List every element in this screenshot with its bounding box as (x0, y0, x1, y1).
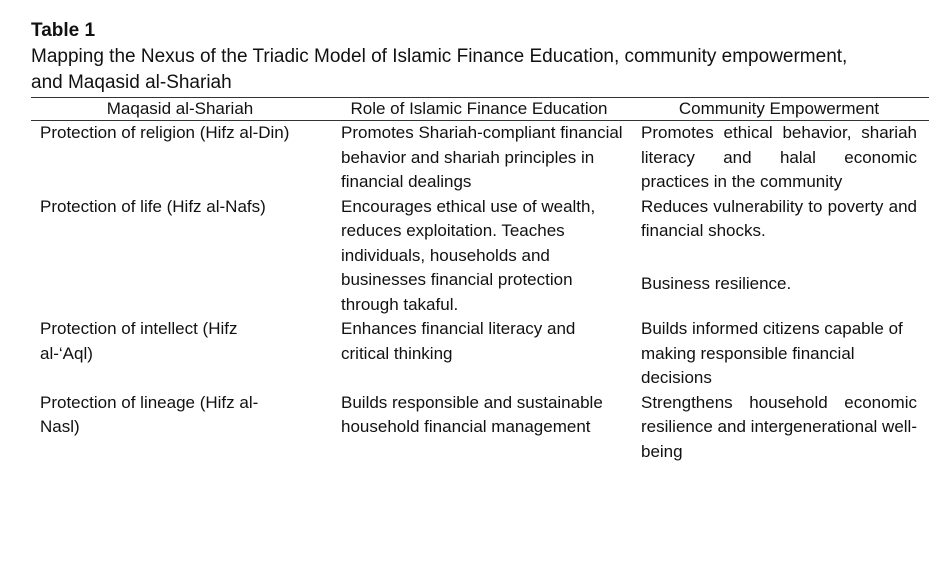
cell-text: Protection of intellect (Hifz al-‘Aql) (40, 319, 238, 363)
cell-text: Strengthens household economic resilience and intergenerational well-being (641, 392, 917, 461)
table-row (31, 317, 929, 391)
cell-text: Promotes ethical behavior, shariah literacy and halal economic practices in the community (641, 123, 917, 191)
cell-text: Protection of lineage (Hifz al-Nasl) (40, 392, 259, 436)
cell-text: Protection of life (Hifz al-Nafs) (40, 196, 266, 216)
table-header-row (31, 98, 929, 120)
cell-text-extra: Business resilience. (641, 273, 792, 293)
cell-role (329, 317, 629, 391)
cell-community (629, 317, 929, 391)
header-role: Role of Islamic Finance Education (350, 99, 608, 118)
header-maqasid: Maqasid al-Shariah (106, 99, 254, 118)
cell-role (329, 195, 629, 318)
table-row (31, 195, 929, 318)
cell-text: Builds responsible and sustainable household financial management (341, 392, 603, 436)
header-community: Community Empowerment (678, 99, 880, 118)
table-caption-line-1: Mapping the Nexus of the Triadic Model of Islamic Finance Education, community empowerment, (31, 46, 848, 67)
cell-text: Reduces vulnerability to poverty and financial shocks. (641, 196, 917, 240)
cell-text: Encourages ethical use of wealth, reduces exploitation. Teaches individuals, households and businesses financial protection through takaful. (341, 196, 596, 314)
cell-role (329, 121, 629, 195)
cell-maqasid (31, 195, 329, 318)
document (31, 18, 929, 464)
cell-community (629, 195, 929, 318)
table-label: Table 1 (31, 20, 96, 41)
cell-text: Builds informed citizens capable of making responsible financial decisions (641, 319, 903, 387)
cell-role (329, 391, 629, 465)
cell-text: Enhances financial literacy and critical thinking (341, 319, 576, 363)
table-row (31, 121, 929, 195)
cell-text: Promotes Shariah-compliant financial behavior and shariah principles in financial dealings (341, 123, 623, 191)
cell-maqasid (31, 317, 329, 391)
cell-community (629, 121, 929, 195)
table-row (31, 391, 929, 465)
cell-maqasid (31, 121, 329, 195)
cell-maqasid (31, 391, 329, 465)
cell-text: Protection of religion (Hifz al-Din) (40, 123, 290, 142)
table-caption-line-2: and Maqasid al-Shariah (31, 72, 232, 93)
cell-community (629, 391, 929, 465)
